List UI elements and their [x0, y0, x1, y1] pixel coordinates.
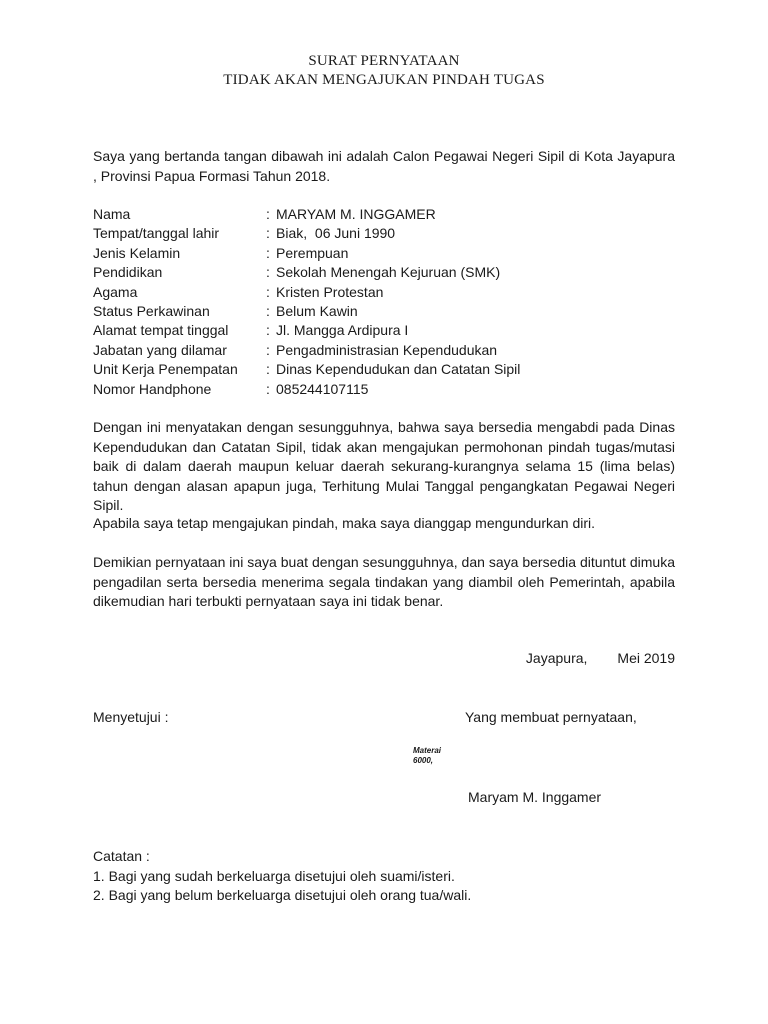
closing-paragraph: Demikian pernyataan ini saya buat dengan sesungguhnya, dan saya bersedia dituntut dimuka pengadilan serta bersedia menerima segala tindakan yang diambil oleh Pemerintah, apabila dikemudian hari terbukti pernyataan saya ini tidak benar. [93, 554, 675, 609]
field-value: Sekolah Menengah Kejuruan (SMK) [276, 264, 501, 281]
field-row-marital [93, 302, 675, 321]
identity-fields [93, 205, 675, 399]
field-row-address [93, 321, 675, 340]
field-row-religion [93, 283, 675, 302]
field-colon: : [266, 303, 270, 320]
field-colon: : [266, 361, 270, 378]
field-label: Nomor Handphone [93, 380, 212, 397]
signature-date: Mei 2019 [617, 650, 675, 666]
statement-paragraph: Dengan ini menyatakan dengan sesungguhnya, bahwa saya bersedia mengabdi pada Dinas Kependudukan dan Catatan Sipil, tidak akan mengajukan permohonan pindah tugas/mutasi baik di dalam daerah maupun keluar daerah sekurang-kurangnya selama 15 (lima belas) tahun dengan alasan apapun juga, Terhitung Mulai Tanggal pengangkatan Pegawai Negeri Sipil. [93, 419, 675, 513]
stamp-placeholder [413, 746, 441, 766]
field-label: Status Perkawinan [93, 303, 210, 320]
stamp-line: 6000, [413, 756, 434, 765]
field-colon: : [266, 206, 270, 222]
notes-item: 1. Bagi yang sudah berkeluarga disetujui oleh suami/isteri. [93, 867, 455, 884]
place-date [526, 650, 675, 666]
maker-label: Yang membuat pernyataan, [465, 709, 637, 725]
field-label: Alamat tempat tinggal [93, 322, 229, 339]
field-label: Nama [93, 206, 131, 222]
field-label: Unit Kerja Penempatan [93, 361, 238, 378]
document-subtitle: TIDAK AKAN MENGAJUKAN PINDAH TUGAS [223, 72, 545, 88]
field-value: Jl. Mangga Ardipura I [276, 322, 409, 339]
field-colon: : [266, 264, 270, 281]
field-row-phone [93, 380, 675, 399]
notes-item: 2. Bagi yang belum berkeluarga disetujui oleh orang tua/wali. [93, 887, 472, 903]
document-title: SURAT PERNYATAAN [308, 53, 460, 69]
notes-section [93, 847, 471, 906]
field-value: Pengadministrasian Kependudukan [276, 341, 498, 358]
field-label: Agama [93, 283, 138, 300]
stamp-line: Materai [413, 746, 442, 755]
field-colon: : [266, 244, 270, 261]
field-value: Biak, 06 Juni 1990 [276, 225, 396, 242]
resignation-paragraph: Apabila saya tetap mengajukan pindah, maka saya dianggap mengundurkan diri. [93, 515, 596, 531]
field-row-birth [93, 224, 675, 243]
notes-heading: Catatan : [93, 848, 150, 864]
field-label: Jabatan yang dilamar [93, 341, 227, 358]
intro-paragraph: Saya yang bertanda tangan dibawah ini adalah Calon Pegawai Negeri Sipil di Kota Jayapura , Provinsi Papua Formasi Tahun 2018. [93, 148, 675, 184]
field-value: Kristen Protestan [276, 283, 384, 300]
field-row-gender [93, 244, 675, 263]
field-label: Pendidikan [93, 264, 163, 281]
field-colon: : [266, 380, 270, 397]
field-colon: : [266, 225, 270, 242]
field-value: Perempuan [276, 244, 349, 261]
signature-place: Jayapura, [525, 650, 588, 666]
field-value: Belum Kawin [276, 303, 358, 320]
field-value: 085244107115 [276, 380, 369, 397]
field-colon: : [266, 322, 270, 339]
field-colon: : [266, 283, 270, 300]
approve-label: Menyetujui : [93, 709, 169, 725]
signer-name: Maryam M. Inggamer [468, 789, 602, 805]
field-row-unit [93, 360, 675, 379]
field-row-position [93, 341, 675, 360]
field-row-education [93, 263, 675, 282]
field-value: Dinas Kependudukan dan Catatan Sipil [276, 361, 521, 378]
field-label: Jenis Kelamin [93, 244, 181, 261]
field-value: MARYAM M. INGGAMER [276, 206, 436, 222]
field-colon: : [266, 341, 270, 358]
field-row-nama [93, 205, 675, 224]
field-label: Tempat/tanggal lahir [93, 225, 220, 242]
